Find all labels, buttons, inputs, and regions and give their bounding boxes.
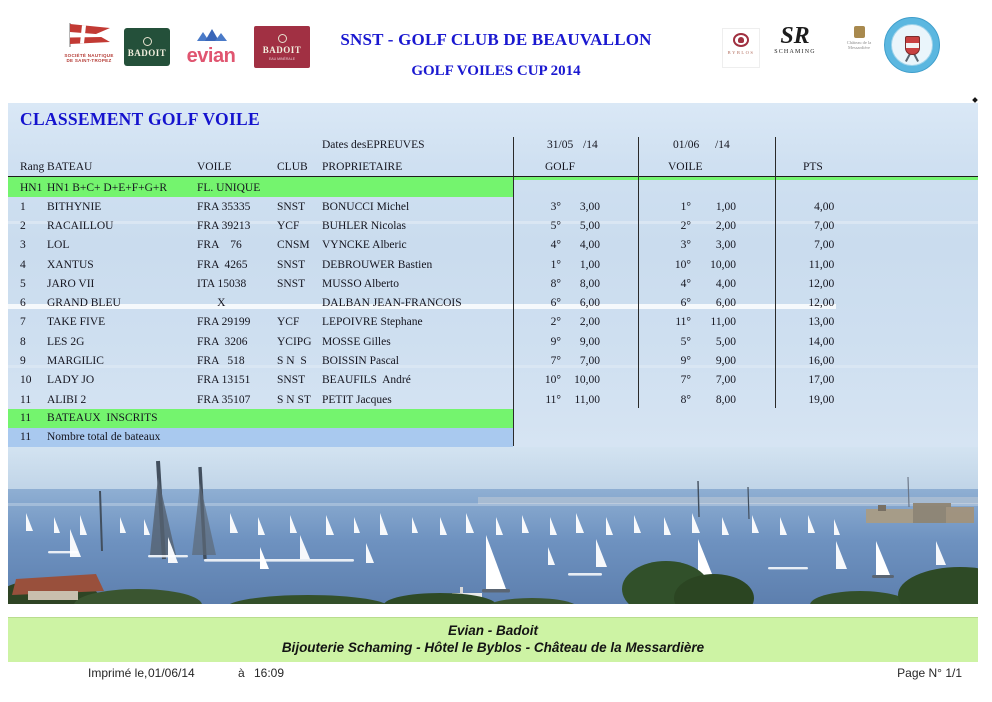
cell-rang: 3: [20, 239, 26, 252]
printed-at-label: à: [238, 666, 245, 680]
cell-club: SNST: [277, 200, 306, 213]
cell-voile: FRA 35107: [197, 393, 251, 406]
cell-pts: 7,00: [814, 239, 835, 252]
cell-voile: FRA 4265: [197, 258, 248, 271]
cell-pts: 12,00: [808, 277, 835, 290]
snst-club-logo: [58, 22, 120, 70]
sponsor-line-2: Bijouterie Schaming - Hôtel le Byblos - Château de la Messardière: [281, 640, 705, 655]
evian-mountains-icon: [191, 28, 231, 42]
cell-golf-result: 6° 6,00: [550, 297, 600, 310]
evian-wordmark: evian: [186, 45, 236, 67]
boats-registered-row: [8, 409, 978, 428]
badoit-red-subtext: EAU MINÉRALE: [268, 56, 296, 61]
cell-golf-result: 9° 9,00: [550, 335, 600, 348]
byblos-logo: [722, 28, 760, 68]
regatta-photo: [8, 447, 978, 604]
cell-golf-result: 5° 5,00: [550, 219, 600, 232]
cell-pts: 14,00: [808, 335, 835, 348]
badoit-emblem-icon: [143, 37, 152, 46]
results-sheet: [8, 103, 978, 604]
cell-voile-result: 1° 1,00: [680, 200, 736, 213]
col-header-golf: GOLF: [545, 161, 576, 173]
race-date-1: 31/05: [547, 139, 574, 151]
cell-golf-result: 1° 1,00: [550, 258, 600, 271]
total-label: Nombre total de bateaux: [47, 431, 161, 444]
cell-proprietaire: BOISSIN Pascal: [322, 355, 399, 368]
messardiere-emblem-icon: [854, 26, 865, 38]
printed-time: 16:09: [254, 666, 285, 680]
printed-date: 01/06/14: [148, 666, 195, 680]
cell-rang: 6: [20, 297, 26, 310]
cell-proprietaire: VYNCKE Alberic: [322, 239, 407, 252]
cell-voile: FRA 39213: [197, 219, 251, 232]
cell-bateau: JARO VII: [47, 277, 95, 290]
cell-voile-result: 9° 9,00: [680, 355, 736, 368]
cell-rang: 9: [20, 355, 26, 368]
cell-golf-result: 10° 10,00: [544, 374, 600, 387]
race-date-2: 01/06: [673, 139, 700, 151]
registered-label: BATEAUX INSCRITS: [47, 412, 158, 425]
cell-club: YCF: [277, 219, 300, 232]
cell-pts: 11,00: [808, 258, 835, 271]
cell-club: CNSM: [277, 239, 310, 252]
cell-bateau: GRAND BLEU: [47, 297, 121, 310]
schaming-logo: [766, 24, 824, 68]
cell-club: S N ST: [277, 393, 311, 406]
byblos-emblem-icon: [733, 33, 749, 47]
col-header-proprietaire: PROPRIETAIRE: [322, 161, 403, 173]
page-corner-mark: [972, 97, 978, 103]
cell-pts: 12,00: [808, 297, 835, 310]
cell-club: SNST: [277, 277, 306, 290]
cell-pts: 16,00: [808, 355, 835, 368]
cell-bateau: RACAILLOU: [47, 219, 114, 232]
page-number: Page N° 1/1: [897, 666, 962, 680]
total-count: 11: [20, 431, 32, 444]
cell-voile: ITA 15038: [197, 277, 247, 290]
cell-voile: FRA 35335: [197, 200, 251, 213]
cell-rang: 10: [20, 374, 32, 387]
col-header-rang: Rang: [20, 161, 45, 173]
cell-proprietaire: BEAUFILS André: [322, 374, 411, 387]
cell-rang: 8: [20, 335, 26, 348]
cell-golf-result: 8° 8,00: [550, 277, 600, 290]
byblos-wordmark: BYBLOS: [727, 50, 755, 55]
cell-golf-result: 4° 4,00: [550, 239, 600, 252]
sponsor-line-1: Evian - Badoit: [447, 623, 538, 638]
cell-golf-result: 11° 11,00: [545, 393, 600, 406]
cell-proprietaire: LEPOIVRE Stephane: [322, 316, 423, 329]
col-header-club: CLUB: [277, 161, 308, 173]
snst-logo-text: SOCIÉTÉ NAUTIQUE DE SAINT-TROPEZ: [64, 53, 114, 63]
cell-voile: X: [197, 297, 226, 310]
beauvallon-crest-icon: [891, 24, 933, 66]
printed-on-label: Imprimé le,: [88, 666, 148, 680]
cell-bateau: LADY JO: [47, 374, 95, 387]
document-header-titles: [296, 30, 696, 80]
cell-proprietaire: PETIT Jacques: [322, 393, 392, 406]
cell-rang: 11: [20, 393, 32, 406]
cell-pts: 19,00: [808, 393, 835, 406]
badoit-green-wordmark: BADOIT: [127, 47, 167, 58]
cell-bateau: MARGILIC: [47, 355, 104, 368]
event-subtitle: GOLF VOILES CUP 2014: [411, 63, 581, 79]
cell-voile: FRA 29199: [197, 316, 251, 329]
cell-club: YCIPG: [277, 335, 312, 348]
cell-pts: 7,00: [814, 219, 835, 232]
cell-rang: 1: [20, 200, 26, 213]
cell-rang: 4: [20, 258, 26, 271]
cell-club: YCF: [277, 316, 300, 329]
cell-bateau: XANTUS: [47, 258, 94, 271]
col-header-dates: Dates desEPREUVES: [322, 139, 425, 151]
cell-voile-result: 7° 7,00: [680, 374, 736, 387]
messardiere-logo: [834, 26, 884, 68]
cell-proprietaire: DALBAN JEAN-FRANCOIS: [322, 297, 462, 310]
cell-voile-result: 4° 4,00: [680, 277, 736, 290]
cell-pts: 13,00: [808, 316, 835, 329]
cell-proprietaire: BONUCCI Michel: [322, 200, 410, 213]
col-header-voile: VOILE: [197, 161, 232, 173]
cell-voile-result: 8° 8,00: [680, 393, 736, 406]
cell-proprietaire: DEBROUWER Bastien: [322, 258, 433, 271]
evian-logo: [178, 28, 244, 68]
cell-rang: 5: [20, 277, 26, 290]
cell-rang: 7: [20, 316, 26, 329]
cell-proprietaire: BUHLER Nicolas: [322, 219, 407, 232]
group-rang: HN1: [20, 182, 43, 194]
schaming-monogram: SR: [780, 23, 810, 49]
cell-proprietaire: MUSSO Alberto: [322, 277, 399, 290]
beauvallon-golf-club-logo: [884, 17, 940, 73]
cell-bateau: ALIBI 2: [47, 393, 87, 406]
cell-voile-result: 6° 6,00: [680, 297, 736, 310]
cell-club: SNST: [277, 258, 306, 271]
cell-club: SNST: [277, 374, 306, 387]
cell-voile: FRA 13151: [197, 374, 251, 387]
race-date-2-year: /14: [715, 139, 730, 151]
cell-pts: 4,00: [814, 200, 835, 213]
col-header-bateau: BATEAU: [47, 161, 93, 173]
cell-bateau: LOL: [47, 239, 70, 252]
cell-rang: 2: [20, 219, 26, 232]
cell-voile: FRA 76: [197, 239, 242, 252]
badoit-green-logo: [124, 28, 170, 66]
messardiere-wordmark: Château de la Messardière: [846, 40, 872, 50]
badoit-red-wordmark: BADOIT: [262, 44, 302, 55]
cell-voile-result: 5° 5,00: [680, 335, 736, 348]
cell-proprietaire: MOSSE Gilles: [322, 335, 391, 348]
cell-bateau: TAKE FIVE: [47, 316, 106, 329]
schaming-wordmark: SCHAMING: [774, 49, 816, 55]
col-header-voile-race: VOILE: [668, 161, 703, 173]
sailboats-seascape-image: [8, 447, 978, 604]
cell-club: S N S: [277, 355, 307, 368]
classification-table: [8, 103, 978, 447]
badoit-emblem-icon: [278, 34, 287, 43]
cell-voile: FRA 518: [197, 355, 245, 368]
registered-count: 11: [20, 412, 32, 425]
cell-voile-result: 2° 2,00: [680, 219, 736, 232]
group-fleet: FL. UNIQUE: [197, 182, 261, 194]
cell-golf-result: 3° 3,00: [550, 200, 600, 213]
group-label: HN1 B+C+ D+E+F+G+R: [47, 182, 168, 194]
event-title: SNST - GOLF CLUB DE BEAUVALLON: [340, 30, 652, 49]
race-date-1-year: /14: [583, 139, 598, 151]
cell-bateau: LES 2G: [47, 335, 85, 348]
total-boats-row: [8, 428, 978, 448]
boat-rows: [8, 197, 978, 409]
cell-bateau: BITHYNIE: [47, 200, 102, 213]
cell-golf-result: 2° 2,00: [550, 316, 600, 329]
cell-voile-result: 3° 3,00: [680, 239, 736, 252]
cell-pts: 17,00: [808, 374, 835, 387]
col-header-pts: PTS: [803, 161, 823, 173]
cell-voile-result: 10° 10,00: [674, 258, 736, 271]
table-row: [8, 390, 978, 409]
snst-burgee-icon: [66, 22, 112, 48]
cell-voile: FRA 3206: [197, 335, 248, 348]
sponsor-footer-band: [8, 617, 978, 662]
page-title: CLASSEMENT GOLF VOILE: [20, 109, 260, 129]
cell-voile-result: 11° 11,00: [675, 316, 736, 329]
print-footer: [0, 666, 992, 682]
cell-golf-result: 7° 7,00: [550, 355, 600, 368]
